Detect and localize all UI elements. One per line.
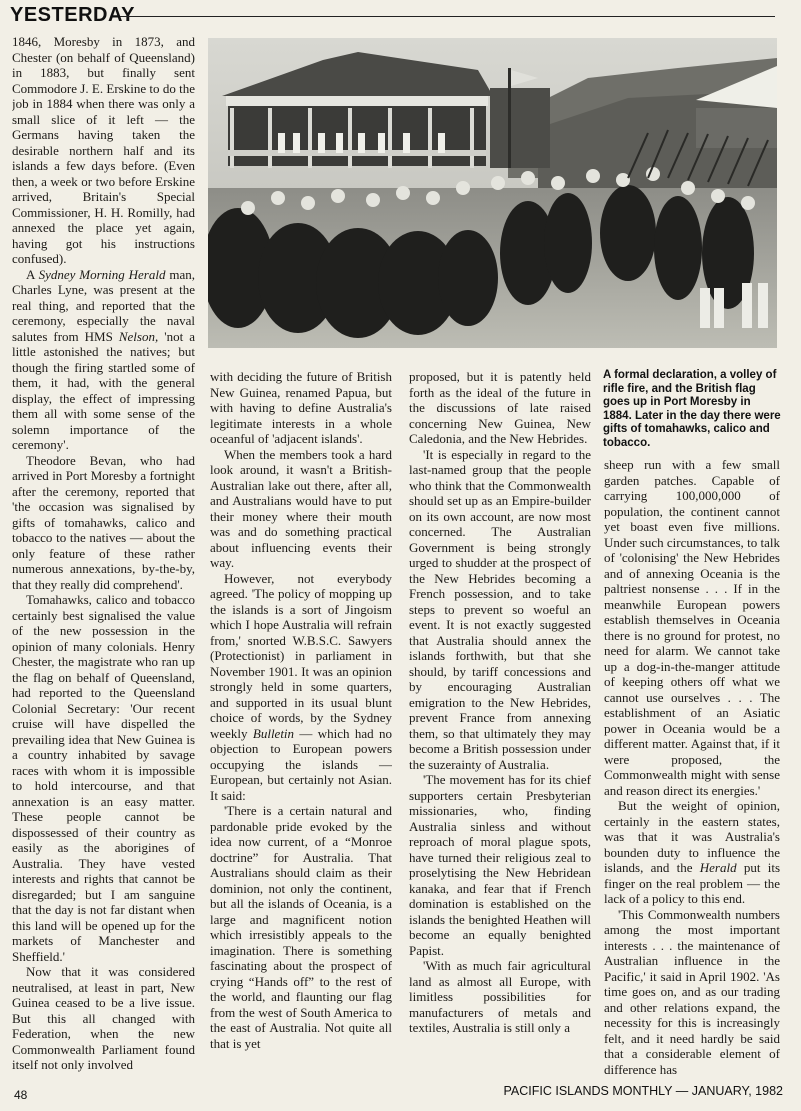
newspaper-name: Sydney Morning Herald xyxy=(38,266,166,282)
historical-photo xyxy=(208,38,777,348)
paragraph: 'With as much fair agricultural land as almost all Europe, with limitless possibilities for manufacturers of metals and textiles, Australia is still only a xyxy=(409,958,591,1035)
section-title: YESTERDAY xyxy=(10,4,135,26)
paragraph: 1846, Moresby in 1873, and Chester (on behalf of Queensland) in 1883, but finally sent Commodore J. E. Erskine to do the job in 1884 when there was only a small slice of it left — the Germans having taken the desirable northern half and its islands a few days before. (Even then, a week or two before Erskine arrived, Britain's Special Commissioner, H. H. Romilly, had annexed the place yet again, having got his instructions confused). xyxy=(12,34,195,266)
paragraph: 'This Commonwealth numbers among the most important interests . . . the maintenance of Australian influence in the Pacific,' it said in April 1902. 'As time goes on, and as our trading and other relations expand, the necessity for this is increasingly felt, and it need hardly be said that a considerable element of difference has xyxy=(604,906,780,1077)
article-column-3 xyxy=(409,369,591,1077)
newspaper-name: Bulletin xyxy=(252,725,295,741)
newspaper-name: Herald xyxy=(699,860,737,875)
paragraph: When the members took a hard look around, it wasn't a British-Australian lake out there, after all, and Australians would have to put their money where their mouth was and do something practical about influencing events their way. xyxy=(210,446,392,570)
paragraph: But the weight of opinion, certainly in the eastern states, was that it was Australia's bounden duty to influence the islands, and the Herald put its finger on the real problem — the lack of a policy to this end. xyxy=(604,798,780,906)
ship-name: Nelson, xyxy=(118,328,159,344)
paragraph: Theodore Bevan, who had arrived in Port Moresby a fortnight after the ceremony, reported that 'the occasion was signalised by gifts of tomahawks, calico and tobacco to the natives — about the only feature of these rather numerous annexations, by-the-by, that they really did comprehend'. xyxy=(12,452,195,592)
paragraph: A Sydney Morning Herald man, Charles Lyne, was present at the real thing, and reported that the ceremony, especially the naval salutes from HMS Nelson, 'not a little astonished the natives; but though the firing startled some of them, it had, with the general display, the effect of impressing them all with some sense of the solemn importance of the ceremony'. xyxy=(12,266,195,452)
paragraph: sheep run with a few small garden patches. Capable of carrying 100,000,000 of population, the continent cannot yet boast even five millions. Under such circumstances, to talk of 'colonising' the New Hebrides and of annexing Oceania is the paltriest nonsense . . . If in the meanwhile European powers establish themselves in Oceania there is no ground for protest, no need for alarm. We cannot take up a dog-in-the-manger attitude of keeping others off what we cannot use ourselves . . . The establishment of an Asiatic power in Oceania would be a different matter. Against that, if it were proposed, the Commonwealth might with sense and reason direct its energies.' xyxy=(604,457,780,798)
paragraph: However, not everybody agreed. 'The policy of mopping up the islands is a sort of Jingoism which I hope Australia will refrain from,' snorted W.B.S.C. Sawyers (Protectionist) in parliament in November 1901. It was an opinion strongly held in some quarters, and supported in its usual blunt choice of words, by the Sydney weekly Bulletin — which had no objection to European powers occupying the islands — European, but certainly not Asian. It said: xyxy=(210,570,392,803)
paragraph: Tomahawks, calico and tobacco certainly best signalised the value of the new possession in the opinion of many colonials. Henry Chester, the magistrate who ran up the flag on behalf of Queensland, had reported to the Queensland Colonial Secretary: 'Our recent cruise will have dispelled the prevailing idea that New Guinea is a country inhabited by savage races with whom it is impossible to hold intercourse, and that annexation is an easy matter. These people cannot be dispossessed of their country as easily as the aborigines of Australia. They have vested interests and rights that cannot be disregarded; but I am sanguine that the day is not far distant when this land will be opened up for the markets of Manchester and Sheffield.' xyxy=(12,592,195,964)
article-column-2 xyxy=(210,369,392,1077)
publication-footer: PACIFIC ISLANDS MONTHLY — JANUARY, 1982 xyxy=(503,1084,783,1098)
paragraph: 'There is a certain natural and pardonable pride evoked by the idea now current, of a “Monroe doctrine” for Australia. That Australians should claim as their dominion, not only the continent, but all the islands of Oceania, is a large and magnificent notion which irresistibly appeals to the imagination. There is something fascinating about the prospect of crying “Hands off” to the rest of the world, and flaunting our flag from the west of South America to the east of Australia. Not quite all that is yet xyxy=(210,803,392,1051)
photo-caption: A formal declaration, a volley of rifle fire, and the British flag goes up in Port Moresby in 1884. Later in the day there were gifts of tomahawks, calico and tobacco. xyxy=(603,369,781,449)
paragraph: proposed, but it is patently held forth as the ideal of the future in the discussions of late raised concerning New Guinea, New Caledonia, and the New Hebrides. xyxy=(409,369,591,446)
article-column-4 xyxy=(604,457,780,1077)
paragraph: 'The movement has for its chief supporters certain Presbyterian missionaries, who, finding Australia sinless and without reproach of moral plague spots, have turned their religious zeal to proselytising the New Hebridean kanaka, and fear that if French domination is established on the islands the benighted Heathen will become an equally benighted Papist. xyxy=(409,772,591,958)
article-column-1 xyxy=(12,34,195,1076)
paragraph: with deciding the future of British New Guinea, renamed Papua, but with having to define Australia's legitimate interests in a whole oceanful of 'adjacent islands'. xyxy=(210,369,392,446)
paragraph: Now that it was considered neutralised, at least in part, New Guinea ceased to be a live issue. But this all changed with Federation, when the new Commonwealth Parliament found itself not only involved xyxy=(12,964,195,1072)
paragraph: 'It is especially in regard to the last-named group that the people who think that the Commonwealth should set up as an Empire-builder on its own account, are now most concerned. The Australian Government is being strongly urged to shudder at the prospect of the New Hebrides becoming a French possession, and to take steps to prevent so woeful an event. It is not exactly suggested that Australia should annex the islands forthwith, but that she should, by tariff concessions and by encouraging Australian emigration to the New Hebrides, prevent France from annexing them, so that ultimately they may become a British possession under the suzerainty of Australia. xyxy=(409,446,591,772)
page-number: 48 xyxy=(14,1088,28,1102)
header-rule xyxy=(120,16,775,17)
